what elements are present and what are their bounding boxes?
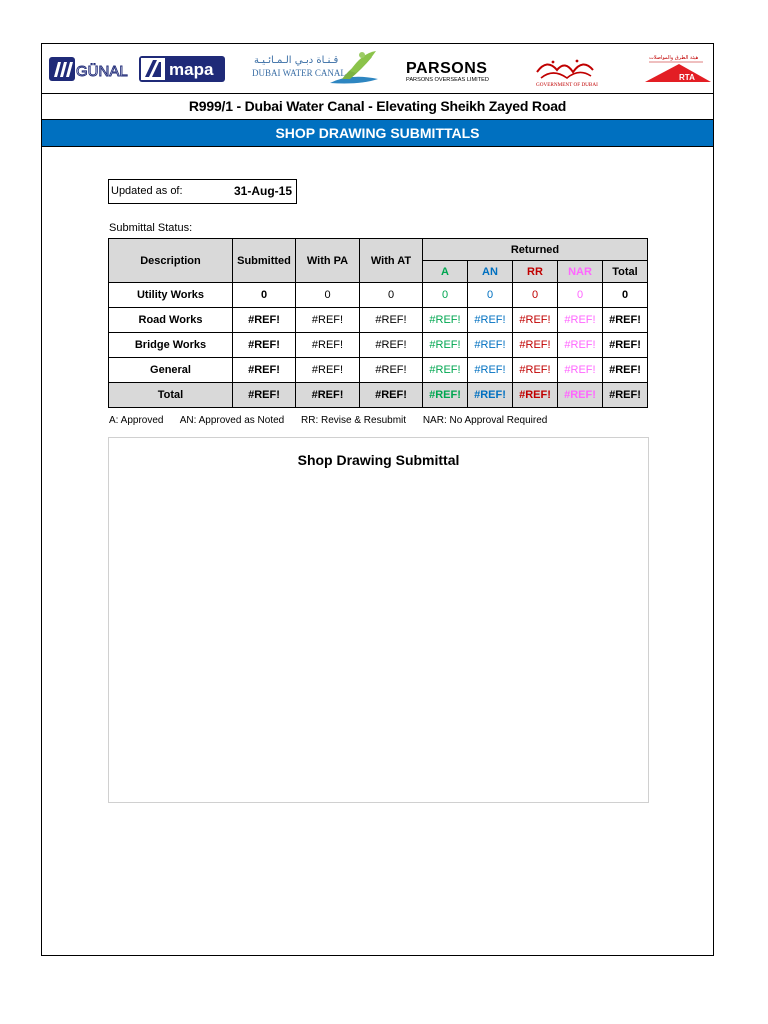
project-title: R999/1 - Dubai Water Canal - Elevating Sheikh Zayed Road	[188, 98, 567, 114]
row-description: Utility Works	[109, 283, 233, 308]
cell-with-pa: #REF!	[296, 333, 360, 358]
cell-submitted: #REF!	[233, 358, 296, 383]
col-header-total: Total	[603, 261, 648, 283]
cell-an: #REF!	[468, 333, 513, 358]
row-description: Road Works	[109, 308, 233, 333]
cell-submitted: #REF!	[233, 333, 296, 358]
total-a: #REF!	[423, 383, 468, 408]
dubai-water-canal-logo	[250, 49, 380, 89]
cell-rr: #REF!	[513, 358, 558, 383]
cell-submitted: 0	[233, 283, 296, 308]
cell-a: 0	[423, 283, 468, 308]
updated-label: Updated as of:	[111, 185, 183, 197]
legend-approved-noted: AN: Approved as Noted	[179, 415, 285, 426]
cell-an: #REF!	[468, 358, 513, 383]
status-legend	[109, 415, 561, 426]
updated-date: 31-Aug-15	[234, 184, 293, 198]
total-submitted: #REF!	[233, 383, 296, 408]
col-header-with-at: With AT	[360, 239, 423, 283]
chart-title: Shop Drawing Submittal	[297, 452, 460, 468]
updated-box	[108, 179, 297, 204]
total-rr: #REF!	[513, 383, 558, 408]
cell-a: #REF!	[423, 333, 468, 358]
legend-revise-resubmit: RR: Revise & Resubmit	[301, 415, 407, 426]
cell-total: #REF!	[603, 308, 648, 333]
chart-area	[108, 437, 649, 803]
cell-total: #REF!	[603, 333, 648, 358]
dwc-text: DUBAI WATER CANAL	[252, 68, 346, 78]
cell-total: 0	[603, 283, 648, 308]
cell-submitted: #REF!	[233, 308, 296, 333]
table-row	[109, 308, 648, 333]
page-banner: SHOP DRAWING SUBMITTALS	[42, 119, 713, 147]
col-header-rr: RR	[513, 261, 558, 283]
parsons-text: PARSONS	[406, 60, 488, 77]
submittal-status-label: Submittal Status:	[109, 222, 193, 234]
col-header-submitted: Submitted	[233, 239, 296, 283]
cell-nar: #REF!	[558, 308, 603, 333]
table-row	[109, 333, 648, 358]
cell-with-at: #REF!	[360, 308, 423, 333]
cell-with-at: #REF!	[360, 333, 423, 358]
rta-text: RTA	[679, 73, 695, 82]
total-with-at: #REF!	[360, 383, 423, 408]
col-header-with-pa: With PA	[296, 239, 360, 283]
table-total-row	[109, 383, 648, 408]
row-description: Bridge Works	[109, 333, 233, 358]
cell-a: #REF!	[423, 358, 468, 383]
rta-logo	[599, 52, 711, 86]
col-header-returned: Returned	[423, 239, 648, 261]
cell-with-pa: #REF!	[296, 358, 360, 383]
total-with-pa: #REF!	[296, 383, 360, 408]
gunal-logo-text: GÜNAL	[76, 63, 128, 80]
report-page	[41, 43, 714, 956]
dwc-arabic-text: قـنـاة دبـي الـمـائـيـة	[254, 55, 339, 66]
row-description: General	[109, 358, 233, 383]
cell-an: 0	[468, 283, 513, 308]
gunal-logo	[49, 57, 137, 83]
parsons-sub-text: PARSONS OVERSEAS LIMITED	[406, 77, 489, 83]
cell-nar: 0	[558, 283, 603, 308]
cell-an: #REF!	[468, 308, 513, 333]
cell-rr: 0	[513, 283, 558, 308]
total-nar: #REF!	[558, 383, 603, 408]
table-row	[109, 283, 648, 308]
cell-rr: #REF!	[513, 308, 558, 333]
cell-total: #REF!	[603, 358, 648, 383]
total-an: #REF!	[468, 383, 513, 408]
submittal-status-table	[108, 238, 648, 408]
legend-no-approval: NAR: No Approval Required	[422, 415, 548, 426]
table-row	[109, 358, 648, 383]
cell-nar: #REF!	[558, 333, 603, 358]
parsons-logo	[406, 57, 516, 83]
col-header-a: A	[423, 261, 468, 283]
legend-approved: A: Approved	[109, 415, 164, 426]
cell-with-pa: #REF!	[296, 308, 360, 333]
cell-with-at: #REF!	[360, 358, 423, 383]
total-total: #REF!	[603, 383, 648, 408]
logo-row	[42, 44, 713, 93]
cell-with-at: 0	[360, 283, 423, 308]
government-of-dubai-logo	[533, 52, 599, 88]
gov-text: GOVERNMENT OF DUBAI	[536, 82, 598, 88]
col-header-nar: NAR	[558, 261, 603, 283]
cell-rr: #REF!	[513, 333, 558, 358]
mapa-logo	[139, 56, 225, 84]
cell-with-pa: 0	[296, 283, 360, 308]
mapa-logo-text: mapa	[169, 60, 214, 79]
col-header-description: Description	[109, 239, 233, 283]
col-header-an: AN	[468, 261, 513, 283]
cell-a: #REF!	[423, 308, 468, 333]
total-row-description: Total	[109, 383, 233, 408]
svg-text:هيئة الطرق والمواصلات: هيئة الطرق والمواصلات	[649, 55, 699, 61]
cell-nar: #REF!	[558, 358, 603, 383]
